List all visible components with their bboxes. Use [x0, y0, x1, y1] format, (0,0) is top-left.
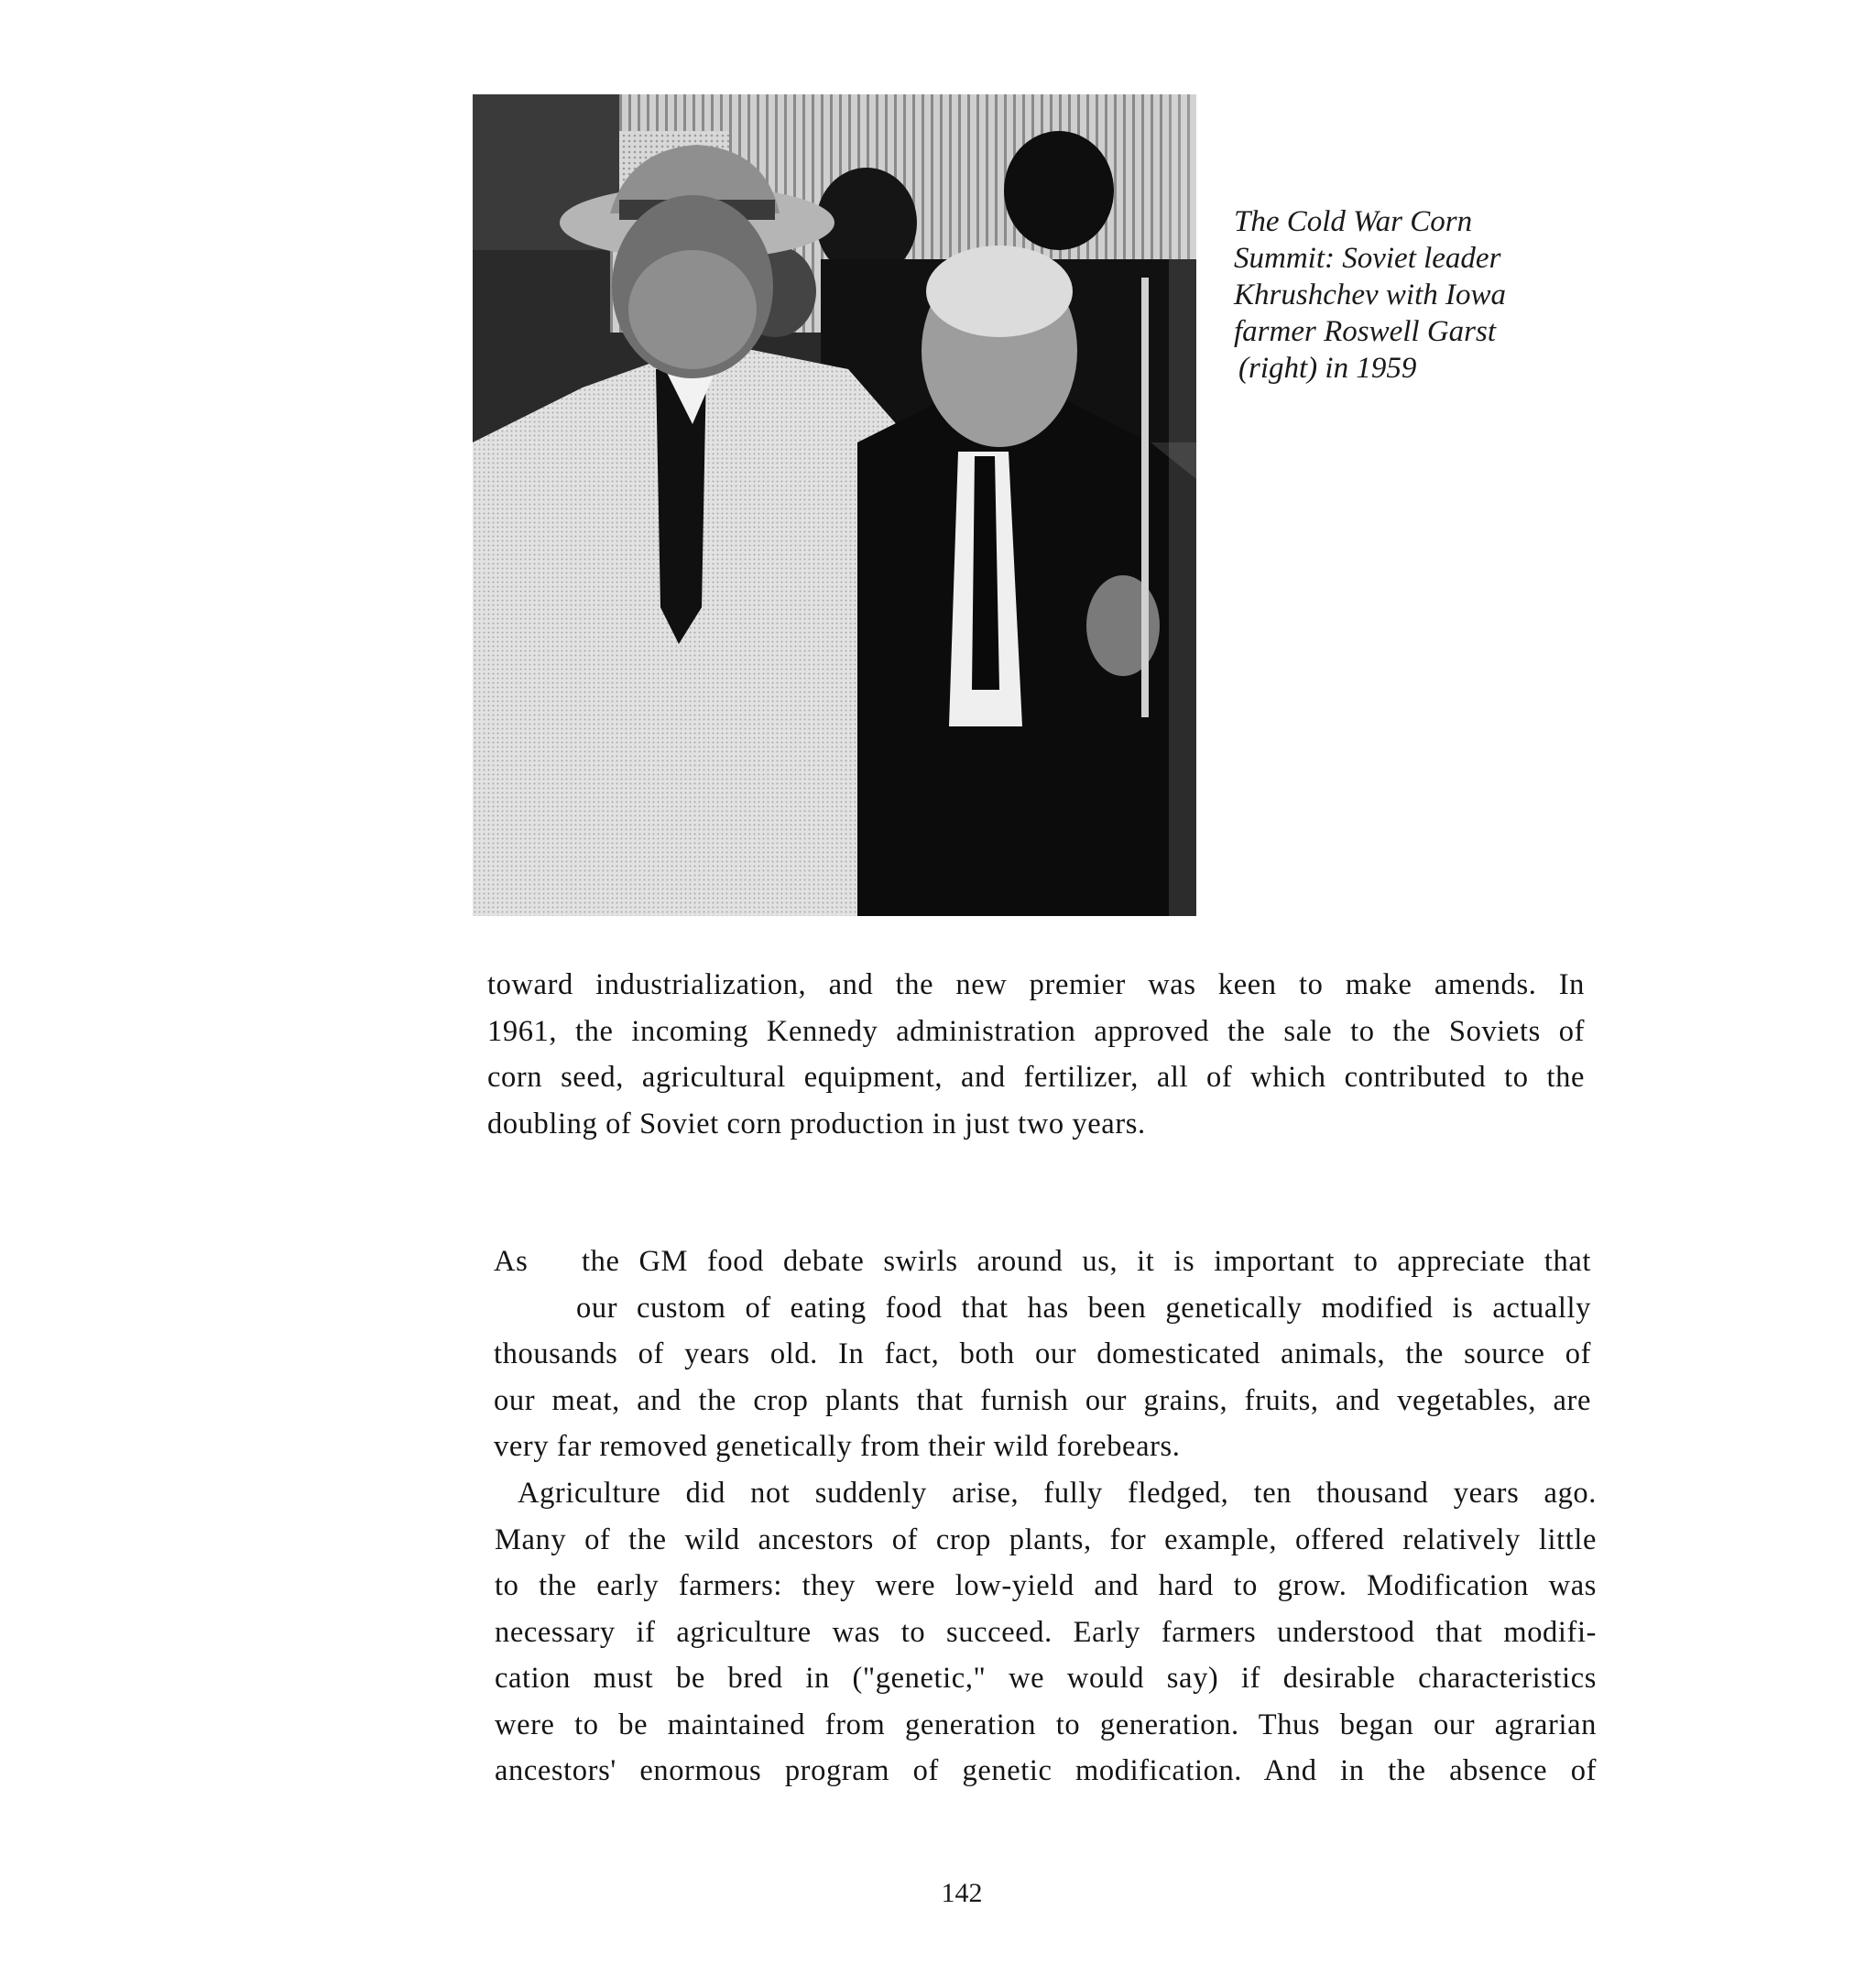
caption-line: Summit: Soviet leader: [1234, 242, 1501, 275]
photo-caption: [1234, 203, 1545, 387]
text-line: corn seed, agricultural equipment, and fertilizer, all of which contributed to the: [487, 1061, 1585, 1094]
text-line: our meat, and the crop plants that furnish our grains, fruits, and vegetables, are: [494, 1383, 1591, 1417]
photo-khrushchev-garst: [473, 94, 1196, 916]
text-line: to the early farmers: they were low-yield and hard to grow. Modification was: [495, 1569, 1597, 1602]
text-line: cation must be bred in ("genetic," we would say) if desirable characteristics: [495, 1662, 1597, 1695]
caption-line: (right) in 1959: [1238, 352, 1417, 385]
text-line: [494, 1239, 1591, 1285]
text-line: thousands of years old. In fact, both our domesticated animals, the source of: [494, 1337, 1591, 1370]
text-line: 1961, the incoming Kennedy administration approved the sale to the Soviets of: [487, 1014, 1585, 1048]
text-line: necessary if agriculture was to succeed. Early farmers understood that modifi-: [495, 1615, 1597, 1649]
text-line: very far removed genetically from their wild forebears.: [494, 1430, 1181, 1463]
continuation-paragraph: [487, 962, 1585, 1147]
section-first-line-rest: the GM food debate swirls around us, it is important to appreciate that: [582, 1245, 1591, 1278]
caption-line: Khrushchev with Iowa: [1234, 278, 1506, 311]
text-line: Many of the wild ancestors of crop plants, for example, offered relatively little: [495, 1522, 1597, 1556]
caption-line: farmer Roswell Garst: [1234, 315, 1497, 348]
text-line: Agriculture did not suddenly arise, fully fledged, ten thousand years ago.: [518, 1477, 1597, 1510]
page-number: 142: [941, 1878, 983, 1908]
section-first-word: As: [494, 1245, 529, 1278]
section-opening-paragraph: [494, 1239, 1591, 1470]
text-line: doubling of Soviet corn production in just two years.: [487, 1107, 1146, 1140]
text-line: toward industrialization, and the new premier was keen to make amends. In: [487, 968, 1585, 1001]
text-line: our custom of eating food that has been genetically modified is actually: [576, 1291, 1591, 1325]
photo-illustration: [473, 94, 1196, 916]
caption-line: The Cold War Corn: [1234, 205, 1473, 238]
text-line: ancestors' enormous program of genetic modification. And in the absence of: [495, 1754, 1597, 1787]
agriculture-paragraph: [495, 1470, 1597, 1795]
text-line: were to be maintained from generation to generation. Thus began our agrarian: [495, 1708, 1597, 1741]
